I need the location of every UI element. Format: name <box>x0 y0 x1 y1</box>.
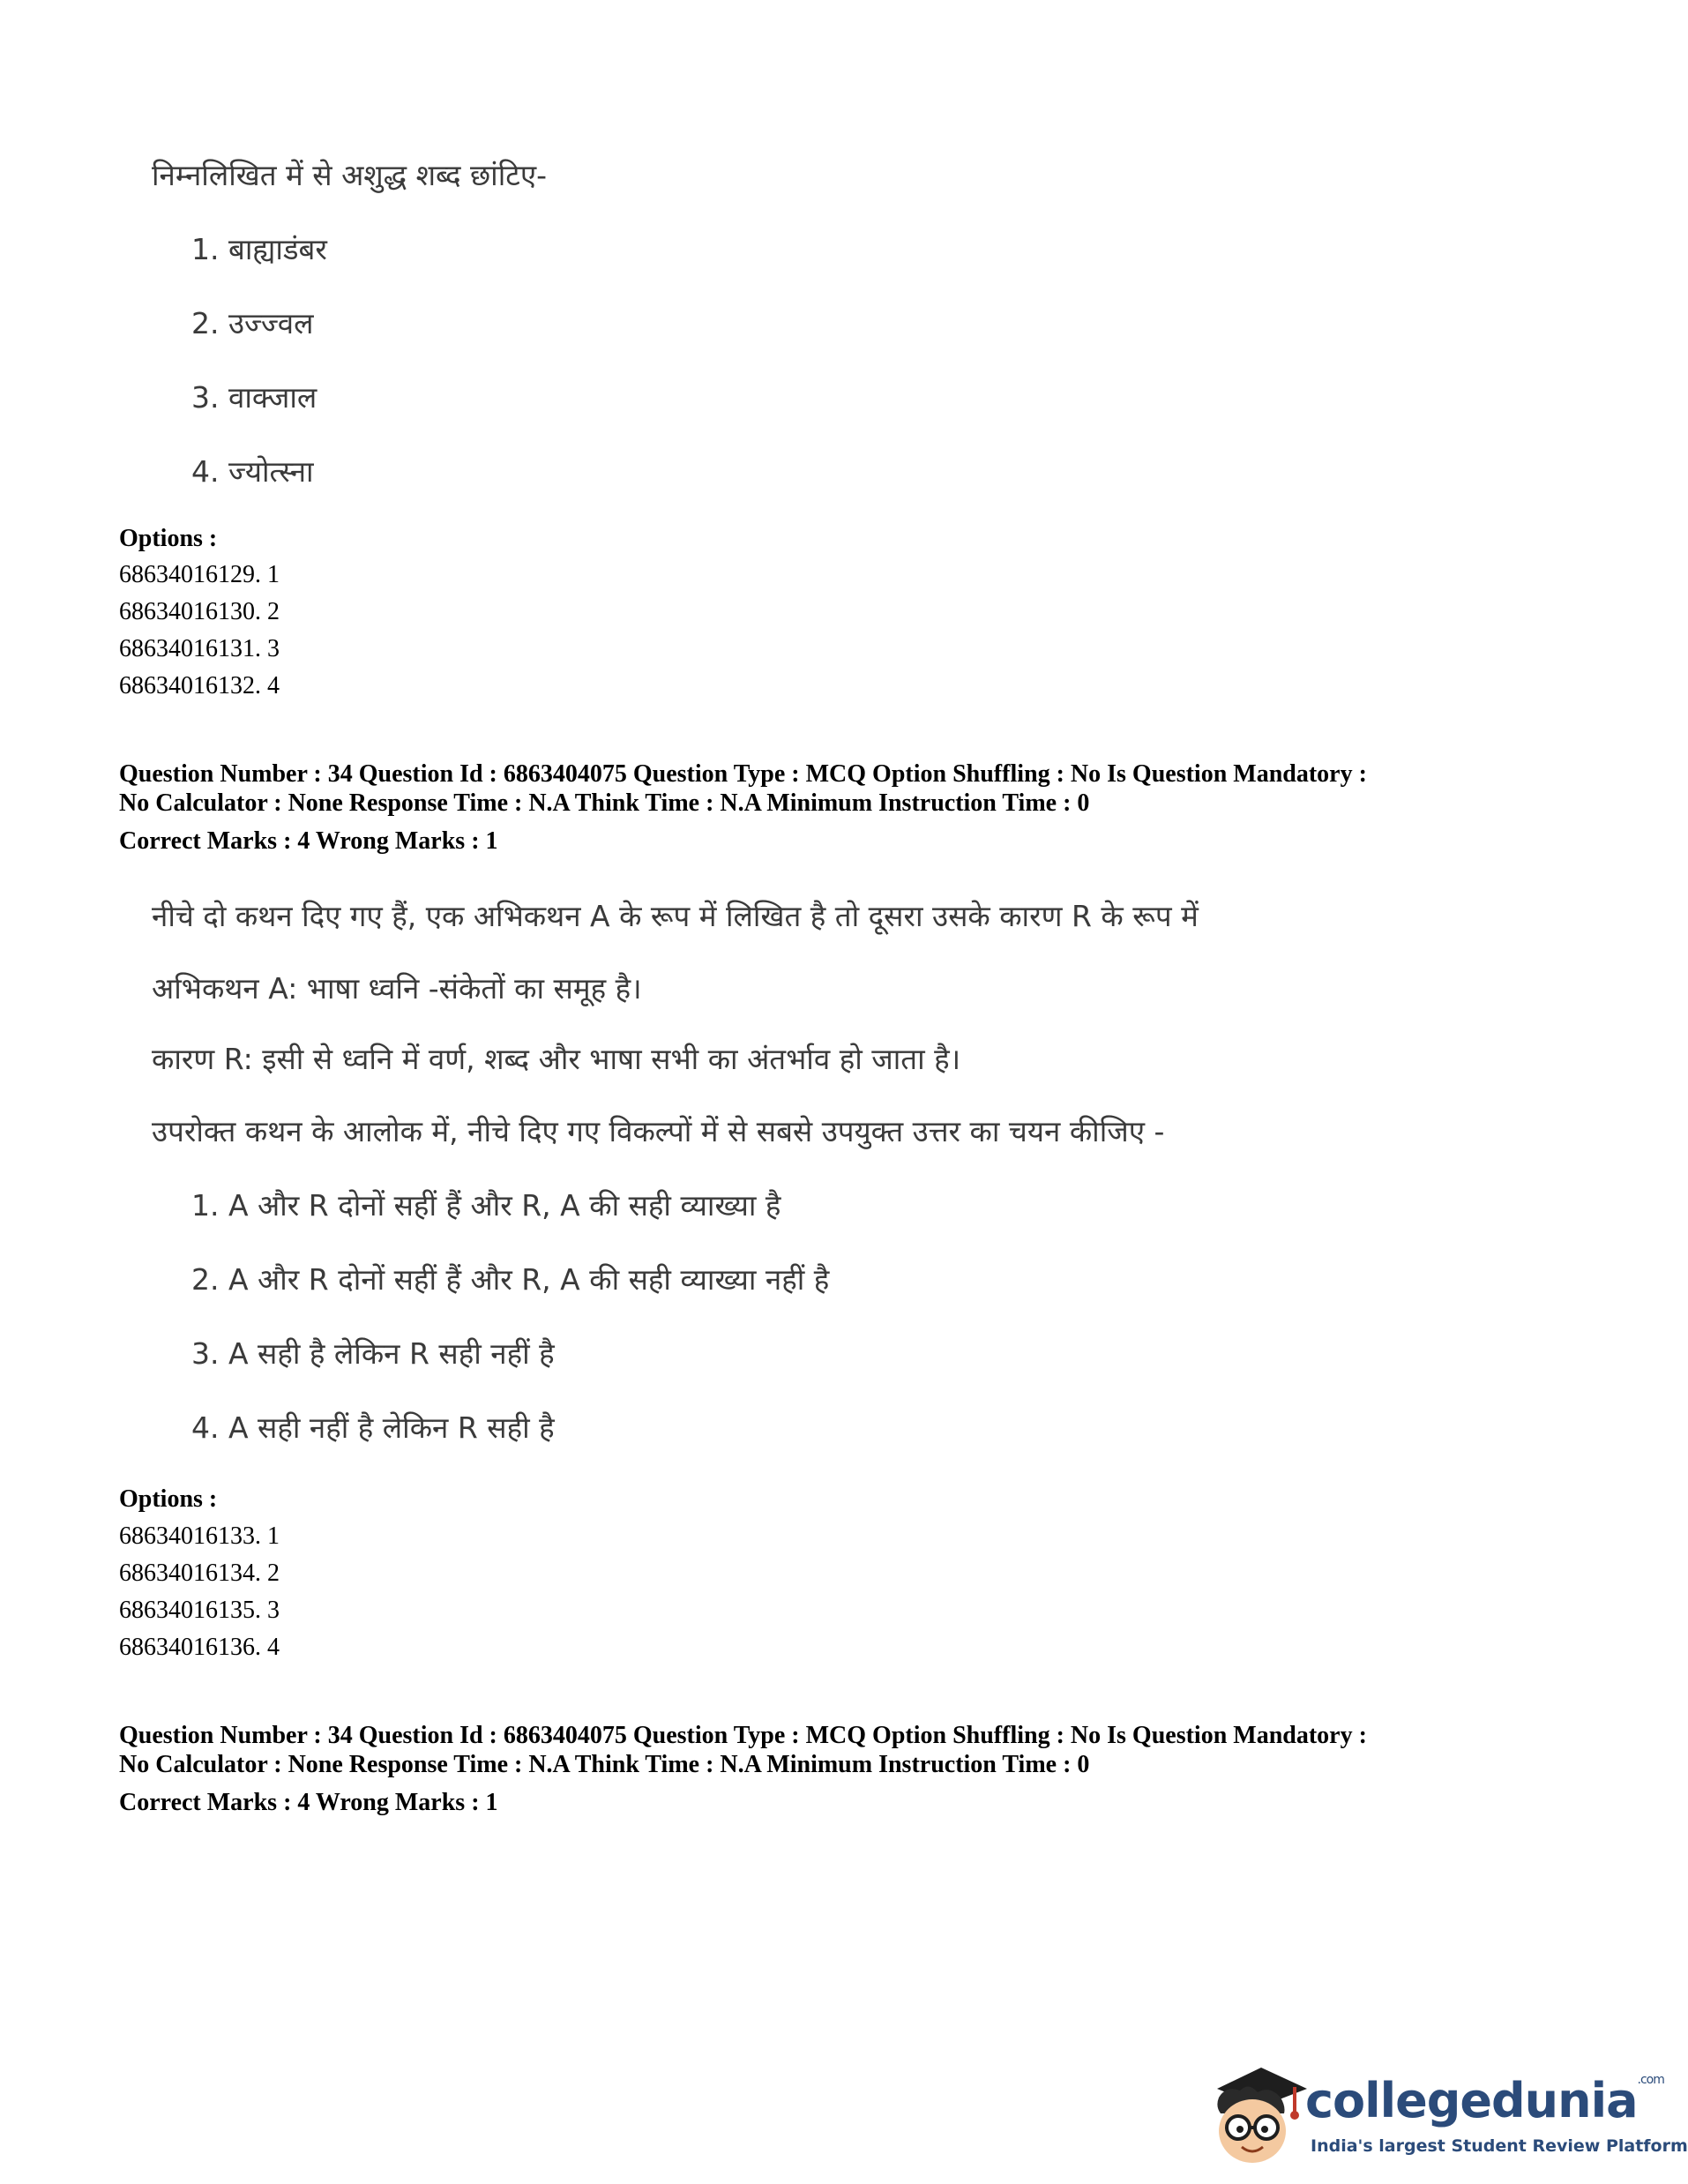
option-id-1: 68634016129. 1 <box>119 561 280 588</box>
question-1-choice-4: 4. ज्योत्स्ना <box>191 454 314 489</box>
option-id-4: 68634016132. 4 <box>119 672 280 699</box>
options-label-1: Options : <box>119 525 218 552</box>
logo-tagline: India's largest Student Review Platform <box>1311 2136 1688 2156</box>
question-2-line-4: उपरोक्त कथन के आलोक में, नीचे दिए गए विकल्पों में से सबसे उपयुक्त उत्तर का चयन कीजिए - <box>152 1114 1165 1148</box>
student-mascot-icon <box>1199 2055 1314 2170</box>
question-1-prompt: निम्नलिखित में से अशुद्ध शब्द छांटिए- <box>152 158 548 192</box>
question-2-line-1: नीचे दो कथन दिए गए हैं, एक अभिकथन A के रूप में लिखित है तो दूसरा उसके कारण R के रूप में <box>152 899 1199 933</box>
question-1-choice-3: 3. वाक्जाल <box>191 380 317 415</box>
collegedunia-logo <box>1199 2055 1688 2170</box>
question-1-image <box>152 150 945 503</box>
question-meta-line-2b: No Calculator : None Response Time : N.A Think Time : N.A Minimum Instruction Time : 0 <box>119 1751 1090 1778</box>
question-marks-b: Correct Marks : 4 Wrong Marks : 1 <box>119 1789 498 1816</box>
option-id-7: 68634016135. 3 <box>119 1597 280 1624</box>
question-1-choice-2: 2. उज्ज्वल <box>191 306 314 340</box>
option-id-5: 68634016133. 1 <box>119 1522 280 1550</box>
logo-wordmark: collegedunia$^{.com}$ <box>1305 2073 1664 2128</box>
question-meta-line-1b: Question Number : 34 Question Id : 6863404075 Question Type : MCQ Option Shuffling : No Is Question Mandatory : <box>119 1722 1367 1749</box>
logo-dotcom: .com <box>1637 2073 1664 2087</box>
question-2-choice-3: 3. A सही है लेकिन R सही नहीं है <box>191 1336 555 1371</box>
option-id-3: 68634016131. 3 <box>119 635 280 662</box>
question-2-line-3: कारण R: इसी से ध्वनि में वर्ण, शब्द और भाषा सभी का अंतर्भाव हो जाता है। <box>152 1042 961 1076</box>
question-2-choice-2: 2. A और R दोनों सहीं हैं और R, A की सही व्याख्या नहीं है <box>191 1262 830 1297</box>
question-marks: Correct Marks : 4 Wrong Marks : 1 <box>119 827 498 855</box>
option-id-2: 68634016130. 2 <box>119 598 280 625</box>
question-meta-line-1: Question Number : 34 Question Id : 6863404075 Question Type : MCQ Option Shuffling : No Is Question Mandatory : <box>119 760 1367 788</box>
question-2-line-2: अभिकथन A: भाषा ध्वनि -संकेतों का समूह है। <box>152 971 642 1006</box>
question-meta-line-2: No Calculator : None Response Time : N.A Think Time : N.A Minimum Instruction Time : 0 <box>119 789 1090 817</box>
question-2-choice-1: 1. A और R दोनों सहीं हैं और R, A की सही व्याख्या है <box>191 1188 781 1223</box>
options-label-2: Options : <box>119 1485 218 1513</box>
question-2-choice-4: 4. A सही नहीं है लेकिन R सही है <box>191 1410 555 1445</box>
option-id-8: 68634016136. 4 <box>119 1634 280 1661</box>
option-id-6: 68634016134. 2 <box>119 1559 280 1587</box>
question-1-choice-1: 1. बाह्याडंबर <box>191 232 327 266</box>
question-2-image <box>152 898 1475 1462</box>
